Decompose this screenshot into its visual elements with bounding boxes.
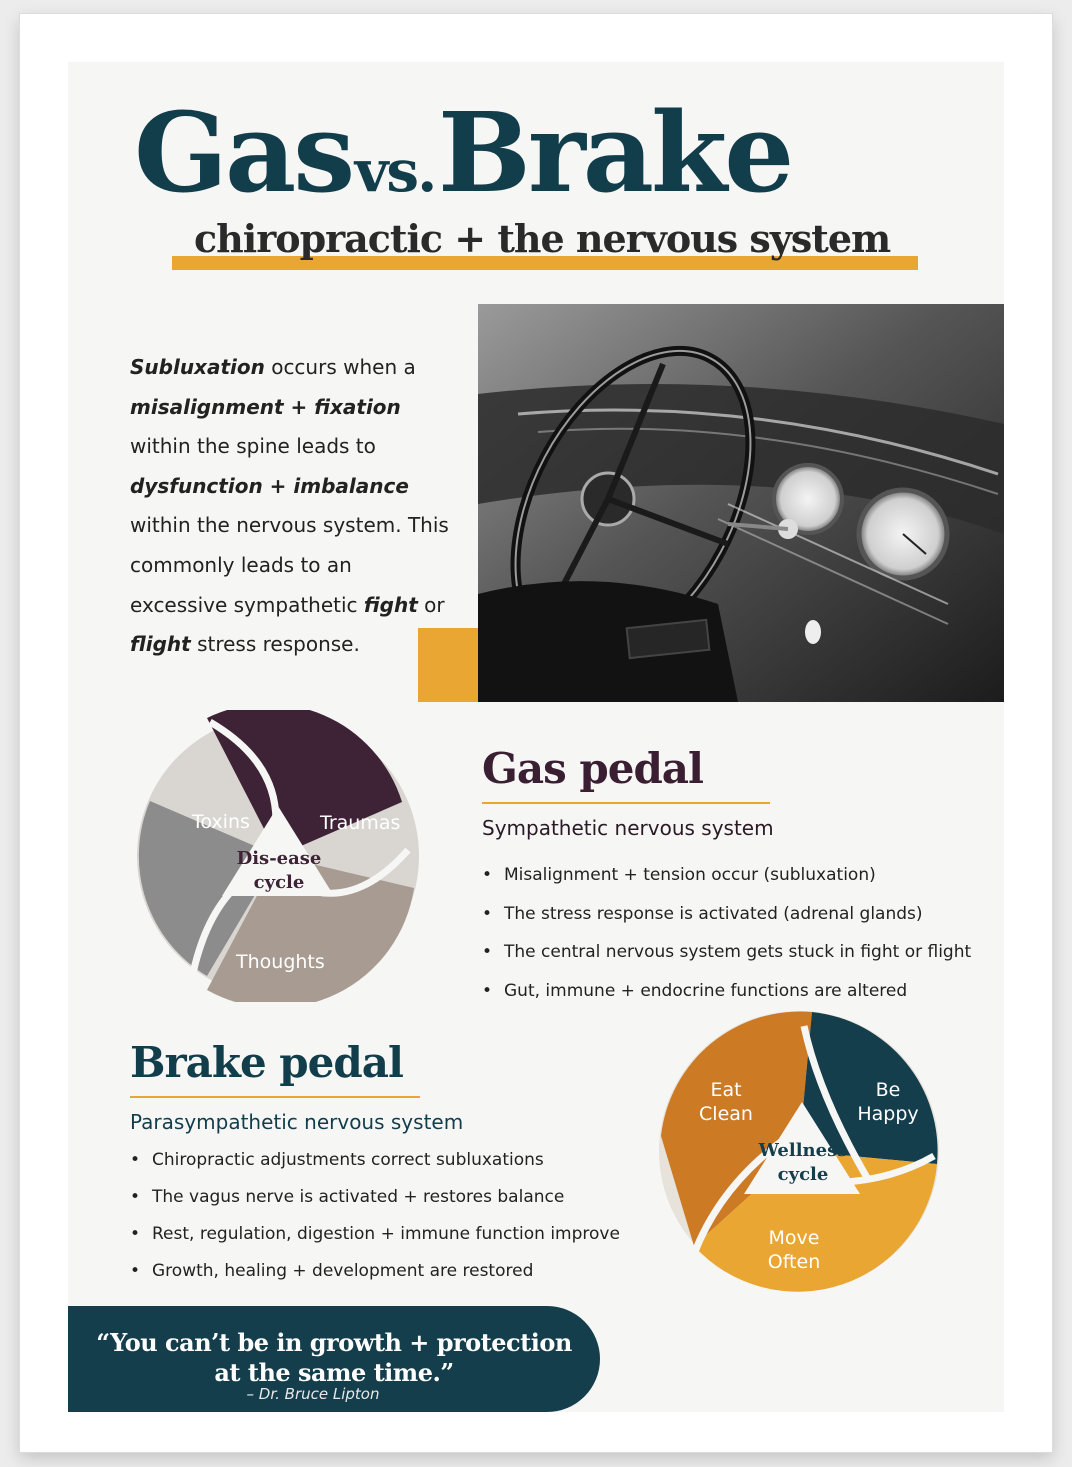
list-item: • Chiropractic adjustments correct subluxations <box>130 1142 620 1179</box>
toxins-label: Toxins <box>192 811 250 833</box>
intro-text: or <box>417 592 445 617</box>
quote-attribution: – Dr. Bruce Lipton <box>246 1385 380 1403</box>
intro-text: occurs when a <box>264 355 416 379</box>
list-item: • The stress response is activated (adrenal glands) <box>482 895 971 934</box>
term-dysfunction: dysfunction + imbalance <box>130 473 409 498</box>
quote-line1: “You can’t be in growth + protection <box>96 1328 572 1357</box>
disease-cycle-diagram <box>132 710 424 1002</box>
list-item: • Misalignment + tension occur (subluxation) <box>482 856 971 895</box>
brake-subheading: Parasympathetic nervous system <box>130 1110 464 1134</box>
disease-center-line2: cycle <box>253 872 305 893</box>
eat-label: Eat <box>710 1079 742 1101</box>
photo-illustration <box>478 304 1004 702</box>
term-subluxation: Subluxation <box>130 355 265 379</box>
thoughts-label: Thoughts <box>236 951 325 973</box>
list-item: • Growth, healing + development are restored <box>130 1253 620 1290</box>
term-misalignment: misalignment + fixation <box>130 394 401 419</box>
term-flight: flight <box>130 632 191 657</box>
brake-heading-rule <box>130 1096 420 1098</box>
list-item: • The vagus nerve is activated + restores balance <box>130 1179 620 1216</box>
list-item: • The central nervous system gets stuck in fight or flight <box>482 933 971 972</box>
happy-label: Happy <box>857 1103 919 1125</box>
quote-line2: at the same time.” <box>214 1358 454 1387</box>
quote-text <box>68 1328 600 1388</box>
intro-text: within the nervous system. This commonly leads to an excessive sympathetic <box>130 513 449 617</box>
gas-bullet-list <box>482 856 971 1010</box>
poster-subtitle: chiropractic + the nervous system <box>194 216 891 261</box>
move-label: Move <box>768 1227 820 1249</box>
gas-subheading: Sympathetic nervous system <box>482 816 774 840</box>
wellness-center-line1: Wellness <box>758 1140 848 1161</box>
intro-text: within the spine leads to <box>130 434 376 459</box>
disease-center-line1: Dis-ease <box>236 848 322 869</box>
title-brake: Brake <box>437 88 792 217</box>
intro-paragraph <box>130 348 450 665</box>
poster-title <box>134 88 791 217</box>
intro-text: stress response. <box>190 632 360 657</box>
brake-pedal-heading: Brake pedal <box>130 1038 403 1087</box>
gas-heading-rule <box>482 802 770 804</box>
list-item: • Rest, regulation, digestion + immune function improve <box>130 1216 620 1253</box>
clean-label: Clean <box>699 1103 753 1125</box>
title-gas: Gas <box>134 88 353 217</box>
title-vs: vs. <box>354 137 436 205</box>
term-fight: fight <box>363 592 418 617</box>
wellness-center-line2: cycle <box>777 1164 829 1185</box>
poster <box>68 62 1004 1412</box>
gas-pedal-heading: Gas pedal <box>482 744 703 793</box>
vintage-car-steering-wheel-photo <box>478 304 1004 702</box>
wellness-cycle-diagram <box>654 1006 944 1296</box>
be-label: Be <box>875 1079 901 1101</box>
traumas-label: Traumas <box>320 812 401 834</box>
often-label: Often <box>767 1251 821 1273</box>
brake-bullet-list <box>130 1142 620 1290</box>
list-item: • Gut, immune + endocrine functions are altered <box>482 972 971 1011</box>
accent-square <box>418 628 480 702</box>
